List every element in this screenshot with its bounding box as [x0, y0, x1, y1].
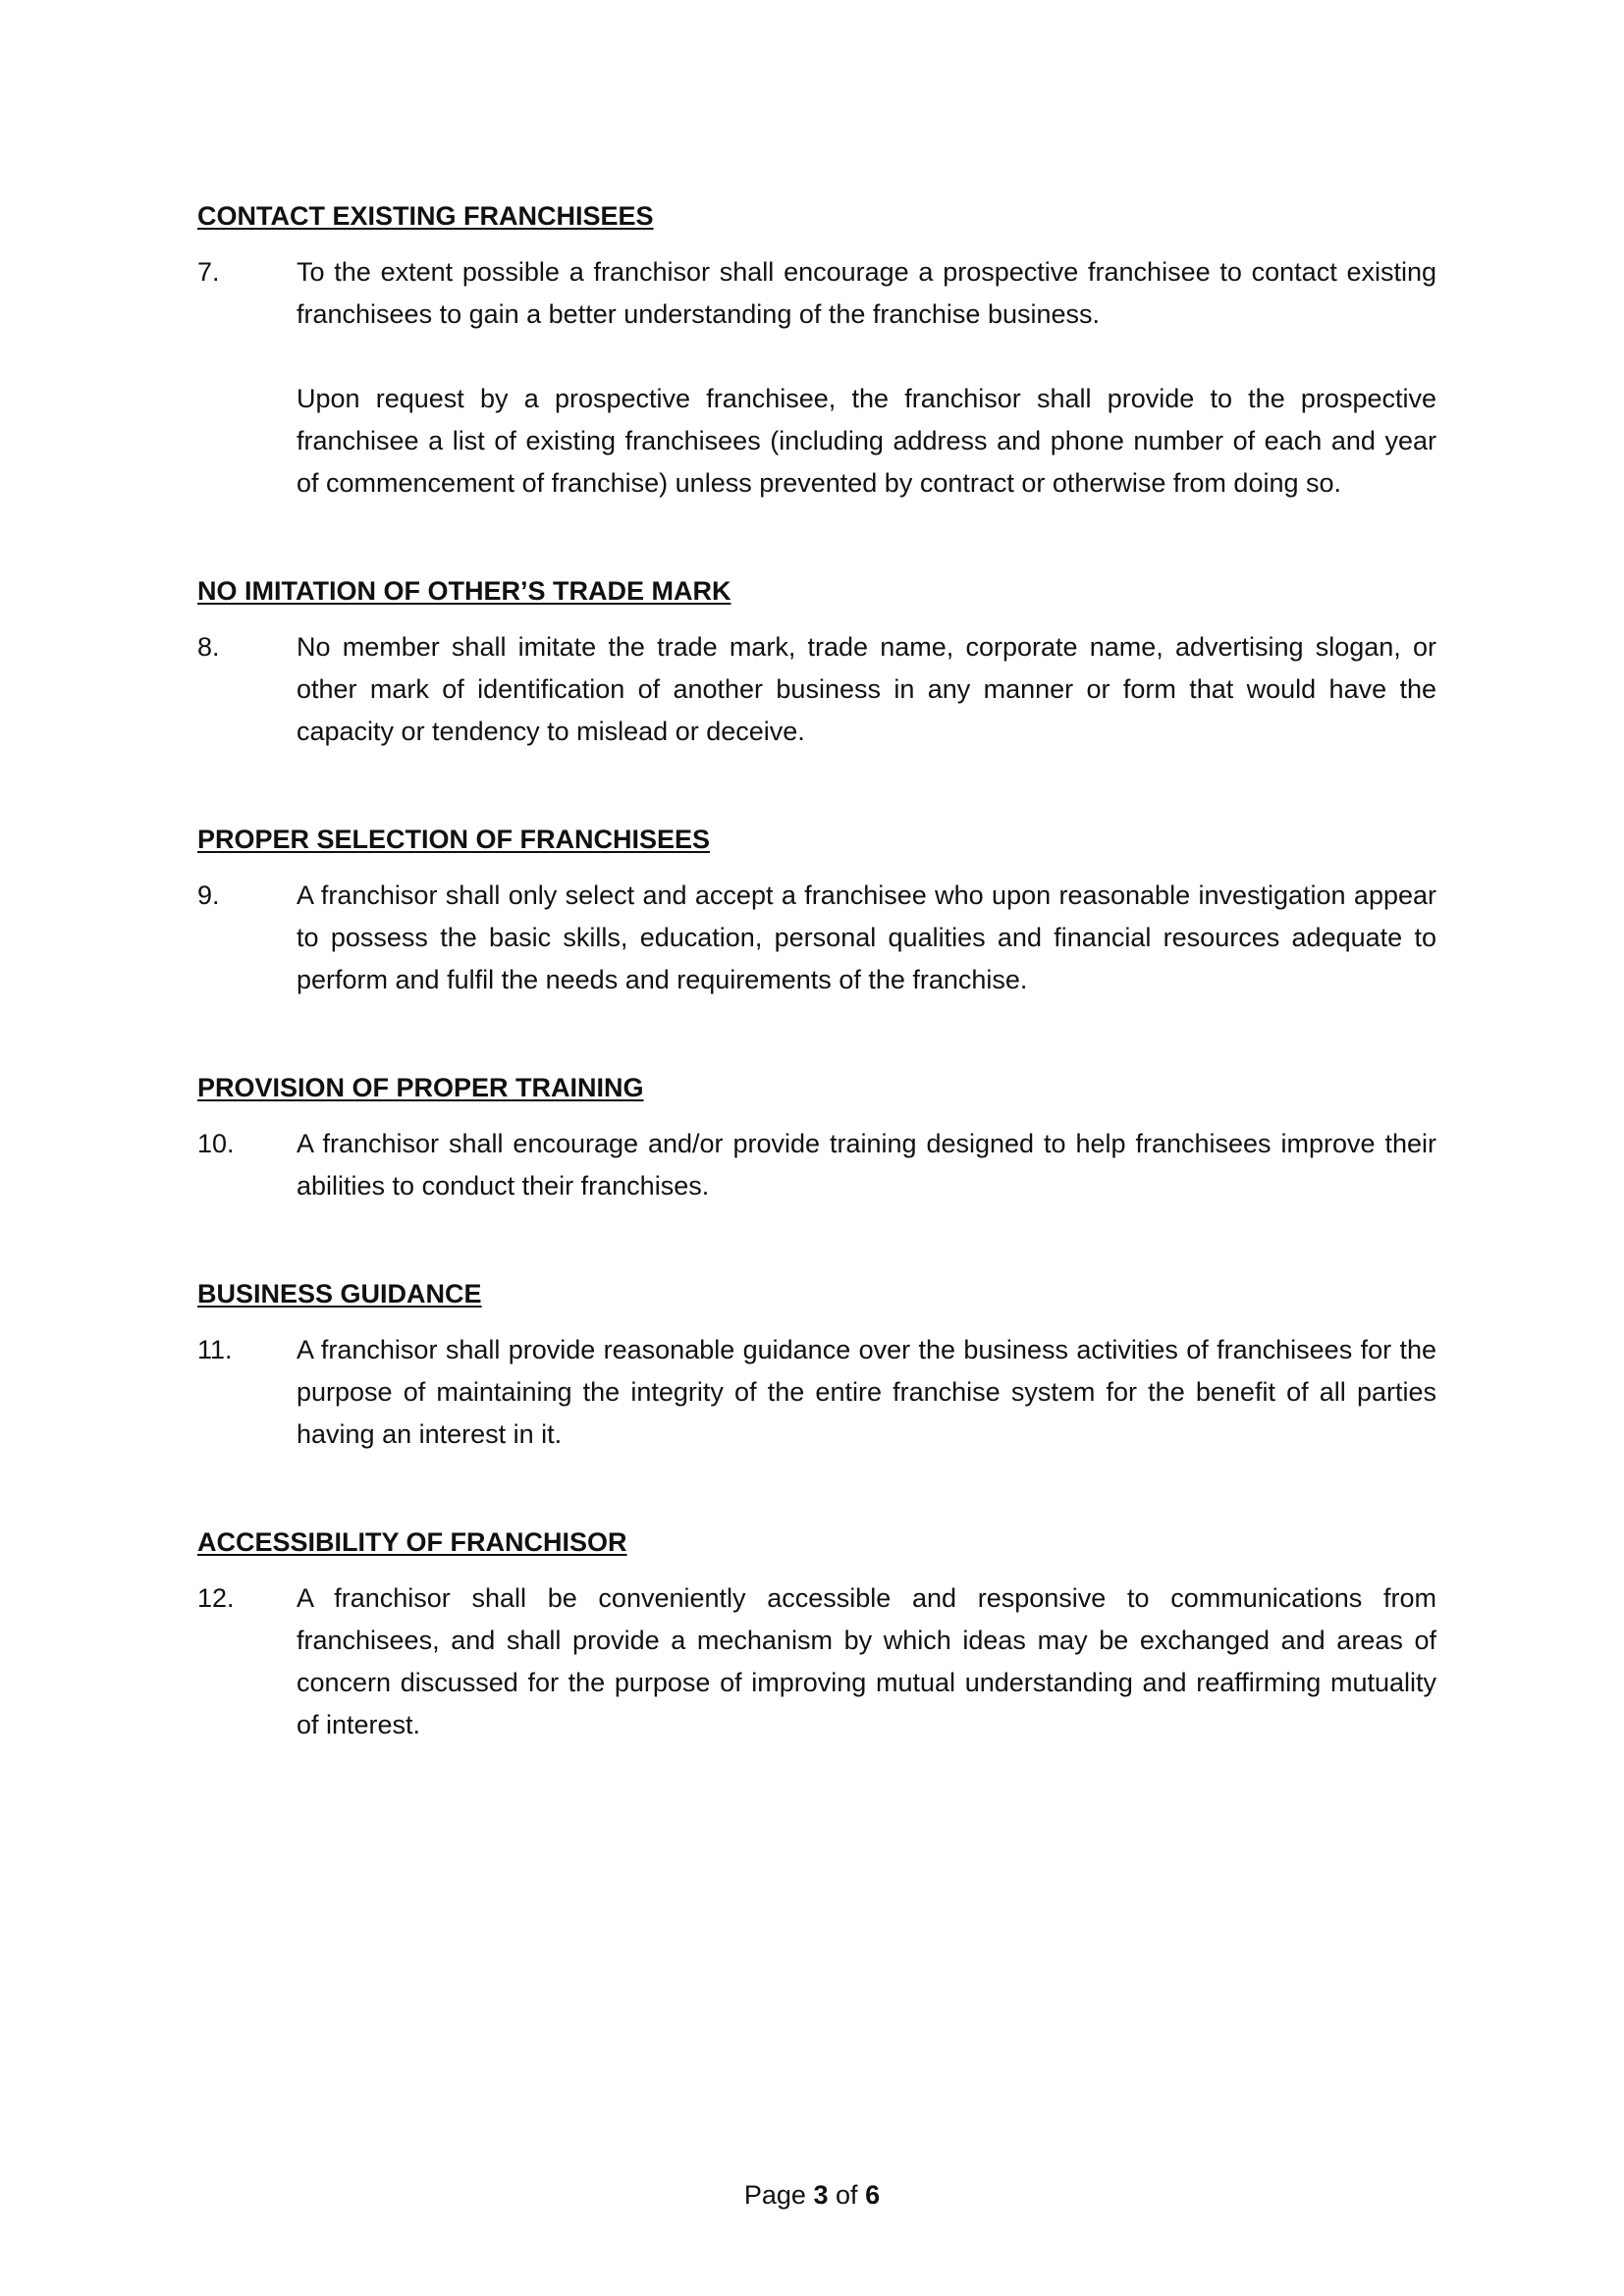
clause-text: [297, 1123, 1436, 1207]
section-heading: NO IMITATION OF OTHER’S TRADE MARK: [197, 576, 731, 606]
section-contact-existing-franchisees: [197, 192, 1436, 505]
clause-paragraph: No member shall imitate the trade mark, trade name, corporate name, advertising slogan, or other mark of identification of another business in any manner or form that would have the capacity or tendency to mislead or deceive.: [297, 632, 1436, 746]
clause-text: [297, 251, 1436, 505]
of-label: of: [836, 2180, 858, 2210]
clause-number: 7.: [197, 257, 220, 287]
clause-paragraph: A franchisor shall only select and accept a franchisee who upon reasonable investigation appear to possess the basic skills, education, personal qualities and financial resources adequate to perform and fulfil the needs and requirements of the franchise.: [297, 881, 1436, 994]
section-accessibility-of-franchisor: [197, 1519, 1436, 1746]
clause-number: 9.: [197, 881, 220, 910]
clause-text: [297, 1577, 1436, 1746]
clause-paragraph: Upon request by a prospective franchisee, the franchisor shall provide to the prospective franchisee a list of existing franchisees (including address and phone number of each and year of commencement of franchise) unless prevented by contract or otherwise from doing so.: [297, 384, 1436, 498]
clause-10: [197, 1123, 1436, 1207]
section-heading: PROPER SELECTION OF FRANCHISEES: [197, 825, 711, 854]
clause-number: 12.: [197, 1583, 235, 1613]
section-heading: PROVISION OF PROPER TRAINING: [197, 1073, 644, 1102]
section-provision-of-proper-training: [197, 1064, 1436, 1207]
clause-11: [197, 1329, 1436, 1456]
current-page-number: 3: [813, 2180, 829, 2210]
section-heading: ACCESSIBILITY OF FRANCHISOR: [197, 1527, 627, 1557]
clause-7: [197, 251, 1436, 505]
section-no-imitation-of-trade-mark: [197, 567, 1436, 753]
clause-text: [297, 875, 1436, 1001]
clause-paragraph: To the extent possible a franchisor shall encourage a prospective franchisee to contact existing franchisees to gain a better understanding of the franchise business.: [297, 257, 1436, 329]
clause-text: [297, 626, 1436, 753]
clause-8: [197, 626, 1436, 753]
page-footer: [0, 2175, 1624, 2215]
clause-9: [197, 875, 1436, 1001]
clause-number: 11.: [197, 1335, 233, 1364]
clause-12: [197, 1577, 1436, 1746]
clause-paragraph: A franchisor shall provide reasonable guidance over the business activities of franchisees for the purpose of maintaining the integrity of the entire franchise system for the benefit of all parties having an interest in it.: [297, 1335, 1436, 1449]
clause-number: 10.: [197, 1129, 235, 1158]
clause-paragraph: A franchisor shall be conveniently accessible and responsive to communications from franchisees, and shall provide a mechanism by which ideas may be exchanged and areas of concern discussed for the purpose of improving mutual understanding and reaffirming mutuality of interest.: [297, 1583, 1436, 1739]
document-body: [197, 192, 1436, 1809]
section-proper-selection-of-franchisees: [197, 816, 1436, 1001]
clause-number: 8.: [197, 632, 220, 662]
section-heading: BUSINESS GUIDANCE: [197, 1279, 482, 1308]
clause-paragraph: A franchisor shall encourage and/or provide training designed to help franchisees improve their abilities to conduct their franchises.: [297, 1129, 1436, 1201]
clause-text: [297, 1329, 1436, 1456]
total-pages-number: 6: [865, 2180, 881, 2210]
page-label: Page: [743, 2180, 806, 2210]
section-business-guidance: [197, 1270, 1436, 1456]
section-heading: CONTACT EXISTING FRANCHISEES: [197, 201, 654, 231]
